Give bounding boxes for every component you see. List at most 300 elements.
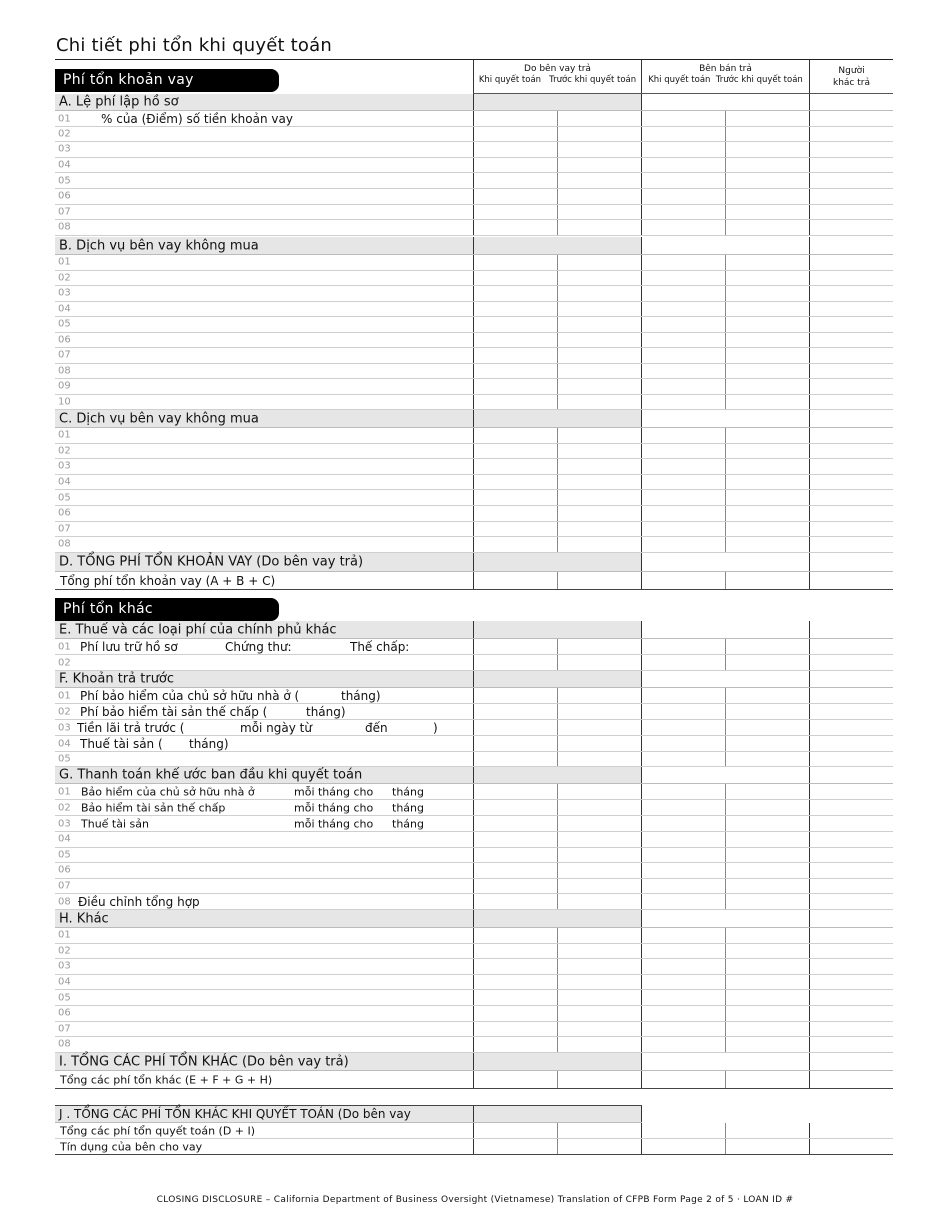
row-label-area[interactable] xyxy=(55,255,473,270)
seller-before-closing-cell[interactable] xyxy=(726,173,809,188)
borrower-at-closing-cell[interactable] xyxy=(474,459,557,474)
row-label-area[interactable] xyxy=(55,271,473,286)
seller-at-closing-cell[interactable] xyxy=(642,944,725,959)
seller-at-closing-cell[interactable] xyxy=(642,655,725,670)
seller-before-closing-cell[interactable] xyxy=(726,490,809,505)
seller-at-closing-cell[interactable] xyxy=(642,1022,725,1037)
row-label-area[interactable] xyxy=(55,475,473,490)
borrower-at-closing-cell[interactable] xyxy=(474,752,557,766)
borrower-before-closing-cell[interactable] xyxy=(558,537,641,552)
seller-before-closing-cell[interactable] xyxy=(726,832,809,847)
seller-before-closing-cell[interactable] xyxy=(726,752,809,766)
row-label-area[interactable] xyxy=(55,1022,473,1037)
paid-by-others-cell[interactable] xyxy=(810,928,893,943)
paid-by-others-cell[interactable] xyxy=(810,720,893,735)
borrower-at-closing-cell[interactable] xyxy=(474,158,557,173)
seller-at-closing-cell[interactable] xyxy=(642,832,725,847)
seller-before-closing-cell[interactable] xyxy=(726,379,809,394)
paid-by-others-cell[interactable] xyxy=(810,655,893,670)
paid-by-others-cell[interactable] xyxy=(810,255,893,270)
borrower-before-closing-cell[interactable] xyxy=(558,317,641,332)
seller-before-closing-cell[interactable] xyxy=(726,975,809,990)
paid-by-others-cell[interactable] xyxy=(810,364,893,379)
seller-before-closing-cell[interactable] xyxy=(726,720,809,735)
row-label-area[interactable] xyxy=(55,1006,473,1021)
borrower-before-closing-cell[interactable] xyxy=(558,1037,641,1052)
borrower-at-closing-cell[interactable] xyxy=(474,720,557,735)
paid-by-others-cell[interactable] xyxy=(810,1037,893,1052)
seller-before-closing-cell[interactable] xyxy=(726,348,809,363)
seller-before-closing-cell[interactable] xyxy=(726,894,809,909)
borrower-at-closing-cell[interactable] xyxy=(474,639,557,654)
paid-by-others-cell[interactable] xyxy=(810,348,893,363)
borrower-at-closing-cell[interactable] xyxy=(474,522,557,537)
row-label-area[interactable] xyxy=(55,348,473,363)
borrower-before-closing-cell[interactable] xyxy=(558,302,641,317)
seller-at-closing-cell[interactable] xyxy=(642,506,725,521)
borrower-before-closing-cell[interactable] xyxy=(558,784,641,799)
borrower-at-closing-cell[interactable] xyxy=(474,189,557,204)
row-label-area[interactable] xyxy=(55,1037,473,1052)
paid-by-others-cell[interactable] xyxy=(810,333,893,348)
borrower-at-closing-cell[interactable] xyxy=(474,302,557,317)
paid-by-others-cell[interactable] xyxy=(810,572,893,589)
borrower-at-closing-cell[interactable] xyxy=(474,800,557,815)
paid-by-others-cell[interactable] xyxy=(810,459,893,474)
seller-before-closing-cell[interactable] xyxy=(726,189,809,204)
borrower-at-closing-cell[interactable] xyxy=(474,111,557,126)
borrower-before-closing-cell[interactable] xyxy=(558,752,641,766)
seller-at-closing-cell[interactable] xyxy=(642,286,725,301)
seller-before-closing-cell[interactable] xyxy=(726,286,809,301)
seller-before-closing-cell[interactable] xyxy=(726,205,809,220)
paid-by-others-cell[interactable] xyxy=(810,863,893,878)
row-label-area[interactable] xyxy=(55,752,473,766)
row-label-area[interactable] xyxy=(55,506,473,521)
borrower-at-closing-cell[interactable] xyxy=(474,317,557,332)
seller-at-closing-cell[interactable] xyxy=(642,704,725,719)
seller-before-closing-cell[interactable] xyxy=(726,863,809,878)
seller-before-closing-cell[interactable] xyxy=(726,142,809,157)
seller-before-closing-cell[interactable] xyxy=(726,1006,809,1021)
borrower-before-closing-cell[interactable] xyxy=(558,348,641,363)
seller-before-closing-cell[interactable] xyxy=(726,506,809,521)
borrower-at-closing-cell[interactable] xyxy=(474,379,557,394)
seller-at-closing-cell[interactable] xyxy=(642,395,725,410)
row-label-area[interactable] xyxy=(55,364,473,379)
borrower-at-closing-cell[interactable] xyxy=(474,1071,557,1088)
borrower-before-closing-cell[interactable] xyxy=(558,111,641,126)
borrower-before-closing-cell[interactable] xyxy=(558,816,641,831)
row-label-area[interactable] xyxy=(55,537,473,552)
paid-by-others-cell[interactable] xyxy=(810,522,893,537)
row-label-area[interactable] xyxy=(55,959,473,974)
seller-before-closing-cell[interactable] xyxy=(726,572,809,589)
borrower-before-closing-cell[interactable] xyxy=(558,522,641,537)
paid-by-others-cell[interactable] xyxy=(810,302,893,317)
row-label-area[interactable] xyxy=(55,286,473,301)
borrower-at-closing-cell[interactable] xyxy=(474,894,557,909)
seller-at-closing-cell[interactable] xyxy=(642,173,725,188)
paid-by-others-cell[interactable] xyxy=(810,127,893,142)
borrower-before-closing-cell[interactable] xyxy=(558,1123,641,1138)
seller-at-closing-cell[interactable] xyxy=(642,205,725,220)
borrower-before-closing-cell[interactable] xyxy=(558,220,641,235)
paid-by-others-cell[interactable] xyxy=(810,271,893,286)
seller-at-closing-cell[interactable] xyxy=(642,255,725,270)
seller-before-closing-cell[interactable] xyxy=(726,800,809,815)
borrower-before-closing-cell[interactable] xyxy=(558,1139,641,1154)
paid-by-others-cell[interactable] xyxy=(810,158,893,173)
paid-by-others-cell[interactable] xyxy=(810,490,893,505)
seller-before-closing-cell[interactable] xyxy=(726,736,809,751)
seller-at-closing-cell[interactable] xyxy=(642,189,725,204)
borrower-before-closing-cell[interactable] xyxy=(558,506,641,521)
borrower-at-closing-cell[interactable] xyxy=(474,395,557,410)
seller-at-closing-cell[interactable] xyxy=(642,127,725,142)
seller-before-closing-cell[interactable] xyxy=(726,1139,809,1154)
seller-at-closing-cell[interactable] xyxy=(642,1071,725,1088)
borrower-at-closing-cell[interactable] xyxy=(474,348,557,363)
borrower-before-closing-cell[interactable] xyxy=(558,688,641,703)
paid-by-others-cell[interactable] xyxy=(810,1022,893,1037)
row-label-area[interactable] xyxy=(55,379,473,394)
borrower-before-closing-cell[interactable] xyxy=(558,720,641,735)
paid-by-others-cell[interactable] xyxy=(810,848,893,863)
borrower-at-closing-cell[interactable] xyxy=(474,475,557,490)
seller-before-closing-cell[interactable] xyxy=(726,704,809,719)
paid-by-others-cell[interactable] xyxy=(810,944,893,959)
borrower-at-closing-cell[interactable] xyxy=(474,127,557,142)
row-label-area[interactable] xyxy=(55,173,473,188)
borrower-before-closing-cell[interactable] xyxy=(558,158,641,173)
row-label-area[interactable] xyxy=(55,879,473,894)
seller-at-closing-cell[interactable] xyxy=(642,572,725,589)
seller-before-closing-cell[interactable] xyxy=(726,428,809,443)
borrower-before-closing-cell[interactable] xyxy=(558,286,641,301)
borrower-at-closing-cell[interactable] xyxy=(474,1022,557,1037)
borrower-before-closing-cell[interactable] xyxy=(558,364,641,379)
seller-before-closing-cell[interactable] xyxy=(726,537,809,552)
row-label-area[interactable] xyxy=(55,317,473,332)
seller-before-closing-cell[interactable] xyxy=(726,990,809,1005)
seller-before-closing-cell[interactable] xyxy=(726,333,809,348)
paid-by-others-cell[interactable] xyxy=(810,475,893,490)
row-label-area[interactable] xyxy=(55,302,473,317)
borrower-at-closing-cell[interactable] xyxy=(474,879,557,894)
borrower-before-closing-cell[interactable] xyxy=(558,1022,641,1037)
borrower-before-closing-cell[interactable] xyxy=(558,944,641,959)
seller-before-closing-cell[interactable] xyxy=(726,302,809,317)
paid-by-others-cell[interactable] xyxy=(810,1071,893,1088)
borrower-before-closing-cell[interactable] xyxy=(558,395,641,410)
seller-before-closing-cell[interactable] xyxy=(726,255,809,270)
borrower-before-closing-cell[interactable] xyxy=(558,863,641,878)
row-label-area[interactable] xyxy=(55,444,473,459)
paid-by-others-cell[interactable] xyxy=(810,395,893,410)
borrower-at-closing-cell[interactable] xyxy=(474,490,557,505)
paid-by-others-cell[interactable] xyxy=(810,444,893,459)
paid-by-others-cell[interactable] xyxy=(810,736,893,751)
seller-at-closing-cell[interactable] xyxy=(642,816,725,831)
seller-at-closing-cell[interactable] xyxy=(642,490,725,505)
paid-by-others-cell[interactable] xyxy=(810,879,893,894)
seller-before-closing-cell[interactable] xyxy=(726,944,809,959)
row-label-area[interactable] xyxy=(55,944,473,959)
borrower-at-closing-cell[interactable] xyxy=(474,286,557,301)
borrower-at-closing-cell[interactable] xyxy=(474,944,557,959)
borrower-before-closing-cell[interactable] xyxy=(558,928,641,943)
row-label-area[interactable] xyxy=(55,459,473,474)
borrower-before-closing-cell[interactable] xyxy=(558,655,641,670)
seller-before-closing-cell[interactable] xyxy=(726,127,809,142)
paid-by-others-cell[interactable] xyxy=(810,1006,893,1021)
seller-at-closing-cell[interactable] xyxy=(642,364,725,379)
paid-by-others-cell[interactable] xyxy=(810,959,893,974)
borrower-at-closing-cell[interactable] xyxy=(474,333,557,348)
borrower-before-closing-cell[interactable] xyxy=(558,255,641,270)
seller-before-closing-cell[interactable] xyxy=(726,111,809,126)
row-label-area[interactable] xyxy=(55,428,473,443)
seller-before-closing-cell[interactable] xyxy=(726,158,809,173)
seller-at-closing-cell[interactable] xyxy=(642,1037,725,1052)
borrower-before-closing-cell[interactable] xyxy=(558,475,641,490)
borrower-before-closing-cell[interactable] xyxy=(558,736,641,751)
borrower-before-closing-cell[interactable] xyxy=(558,127,641,142)
borrower-at-closing-cell[interactable] xyxy=(474,655,557,670)
seller-at-closing-cell[interactable] xyxy=(642,1139,725,1154)
row-label-area[interactable] xyxy=(55,975,473,990)
borrower-at-closing-cell[interactable] xyxy=(474,1037,557,1052)
seller-at-closing-cell[interactable] xyxy=(642,990,725,1005)
row-label-area[interactable] xyxy=(55,158,473,173)
borrower-at-closing-cell[interactable] xyxy=(474,428,557,443)
borrower-before-closing-cell[interactable] xyxy=(558,959,641,974)
borrower-before-closing-cell[interactable] xyxy=(558,800,641,815)
paid-by-others-cell[interactable] xyxy=(810,189,893,204)
paid-by-others-cell[interactable] xyxy=(810,990,893,1005)
row-label-area[interactable] xyxy=(55,333,473,348)
seller-before-closing-cell[interactable] xyxy=(726,395,809,410)
seller-before-closing-cell[interactable] xyxy=(726,522,809,537)
paid-by-others-cell[interactable] xyxy=(810,704,893,719)
seller-at-closing-cell[interactable] xyxy=(642,111,725,126)
seller-before-closing-cell[interactable] xyxy=(726,816,809,831)
borrower-before-closing-cell[interactable] xyxy=(558,879,641,894)
seller-before-closing-cell[interactable] xyxy=(726,879,809,894)
seller-at-closing-cell[interactable] xyxy=(642,379,725,394)
seller-at-closing-cell[interactable] xyxy=(642,863,725,878)
row-label-area[interactable] xyxy=(55,127,473,142)
paid-by-others-cell[interactable] xyxy=(810,752,893,766)
borrower-before-closing-cell[interactable] xyxy=(558,189,641,204)
paid-by-others-cell[interactable] xyxy=(810,537,893,552)
seller-at-closing-cell[interactable] xyxy=(642,142,725,157)
borrower-at-closing-cell[interactable] xyxy=(474,255,557,270)
seller-at-closing-cell[interactable] xyxy=(642,736,725,751)
borrower-at-closing-cell[interactable] xyxy=(474,848,557,863)
borrower-at-closing-cell[interactable] xyxy=(474,142,557,157)
paid-by-others-cell[interactable] xyxy=(810,832,893,847)
borrower-at-closing-cell[interactable] xyxy=(474,506,557,521)
seller-at-closing-cell[interactable] xyxy=(642,428,725,443)
borrower-at-closing-cell[interactable] xyxy=(474,736,557,751)
paid-by-others-cell[interactable] xyxy=(810,205,893,220)
paid-by-others-cell[interactable] xyxy=(810,975,893,990)
seller-at-closing-cell[interactable] xyxy=(642,879,725,894)
seller-before-closing-cell[interactable] xyxy=(726,1123,809,1138)
row-label-area[interactable] xyxy=(55,522,473,537)
paid-by-others-cell[interactable] xyxy=(810,688,893,703)
row-label-area[interactable] xyxy=(55,655,473,670)
row-label-area[interactable] xyxy=(55,832,473,847)
seller-at-closing-cell[interactable] xyxy=(642,848,725,863)
seller-at-closing-cell[interactable] xyxy=(642,444,725,459)
seller-at-closing-cell[interactable] xyxy=(642,752,725,766)
paid-by-others-cell[interactable] xyxy=(810,317,893,332)
seller-before-closing-cell[interactable] xyxy=(726,784,809,799)
paid-by-others-cell[interactable] xyxy=(810,1123,893,1138)
paid-by-others-cell[interactable] xyxy=(810,286,893,301)
seller-at-closing-cell[interactable] xyxy=(642,975,725,990)
row-label-area[interactable] xyxy=(55,205,473,220)
paid-by-others-cell[interactable] xyxy=(810,142,893,157)
borrower-at-closing-cell[interactable] xyxy=(474,990,557,1005)
borrower-before-closing-cell[interactable] xyxy=(558,173,641,188)
seller-before-closing-cell[interactable] xyxy=(726,220,809,235)
borrower-before-closing-cell[interactable] xyxy=(558,975,641,990)
borrower-before-closing-cell[interactable] xyxy=(558,444,641,459)
seller-at-closing-cell[interactable] xyxy=(642,1006,725,1021)
borrower-before-closing-cell[interactable] xyxy=(558,832,641,847)
seller-before-closing-cell[interactable] xyxy=(726,639,809,654)
seller-at-closing-cell[interactable] xyxy=(642,928,725,943)
seller-at-closing-cell[interactable] xyxy=(642,800,725,815)
borrower-before-closing-cell[interactable] xyxy=(558,848,641,863)
seller-before-closing-cell[interactable] xyxy=(726,928,809,943)
borrower-before-closing-cell[interactable] xyxy=(558,1006,641,1021)
borrower-before-closing-cell[interactable] xyxy=(558,333,641,348)
borrower-before-closing-cell[interactable] xyxy=(558,990,641,1005)
row-label-area[interactable] xyxy=(55,490,473,505)
borrower-before-closing-cell[interactable] xyxy=(558,490,641,505)
paid-by-others-cell[interactable] xyxy=(810,173,893,188)
borrower-before-closing-cell[interactable] xyxy=(558,894,641,909)
paid-by-others-cell[interactable] xyxy=(810,894,893,909)
borrower-before-closing-cell[interactable] xyxy=(558,639,641,654)
seller-before-closing-cell[interactable] xyxy=(726,848,809,863)
paid-by-others-cell[interactable] xyxy=(810,428,893,443)
seller-before-closing-cell[interactable] xyxy=(726,317,809,332)
seller-before-closing-cell[interactable] xyxy=(726,1037,809,1052)
seller-at-closing-cell[interactable] xyxy=(642,1123,725,1138)
paid-by-others-cell[interactable] xyxy=(810,220,893,235)
seller-at-closing-cell[interactable] xyxy=(642,959,725,974)
seller-before-closing-cell[interactable] xyxy=(726,459,809,474)
seller-at-closing-cell[interactable] xyxy=(642,688,725,703)
borrower-at-closing-cell[interactable] xyxy=(474,863,557,878)
seller-at-closing-cell[interactable] xyxy=(642,522,725,537)
seller-before-closing-cell[interactable] xyxy=(726,364,809,379)
borrower-at-closing-cell[interactable] xyxy=(474,1123,557,1138)
seller-before-closing-cell[interactable] xyxy=(726,475,809,490)
borrower-before-closing-cell[interactable] xyxy=(558,459,641,474)
seller-before-closing-cell[interactable] xyxy=(726,959,809,974)
paid-by-others-cell[interactable] xyxy=(810,639,893,654)
borrower-before-closing-cell[interactable] xyxy=(558,704,641,719)
seller-before-closing-cell[interactable] xyxy=(726,688,809,703)
row-label-area[interactable] xyxy=(55,142,473,157)
borrower-at-closing-cell[interactable] xyxy=(474,205,557,220)
seller-at-closing-cell[interactable] xyxy=(642,475,725,490)
borrower-before-closing-cell[interactable] xyxy=(558,428,641,443)
borrower-at-closing-cell[interactable] xyxy=(474,704,557,719)
borrower-at-closing-cell[interactable] xyxy=(474,975,557,990)
row-label-area[interactable] xyxy=(55,395,473,410)
borrower-at-closing-cell[interactable] xyxy=(474,928,557,943)
seller-before-closing-cell[interactable] xyxy=(726,271,809,286)
seller-before-closing-cell[interactable] xyxy=(726,1071,809,1088)
borrower-at-closing-cell[interactable] xyxy=(474,959,557,974)
borrower-at-closing-cell[interactable] xyxy=(474,784,557,799)
borrower-before-closing-cell[interactable] xyxy=(558,1071,641,1088)
paid-by-others-cell[interactable] xyxy=(810,784,893,799)
borrower-at-closing-cell[interactable] xyxy=(474,220,557,235)
borrower-before-closing-cell[interactable] xyxy=(558,142,641,157)
row-label-area[interactable] xyxy=(55,848,473,863)
seller-at-closing-cell[interactable] xyxy=(642,220,725,235)
paid-by-others-cell[interactable] xyxy=(810,816,893,831)
seller-at-closing-cell[interactable] xyxy=(642,459,725,474)
seller-at-closing-cell[interactable] xyxy=(642,784,725,799)
borrower-at-closing-cell[interactable] xyxy=(474,1139,557,1154)
row-label-area[interactable] xyxy=(55,189,473,204)
borrower-at-closing-cell[interactable] xyxy=(474,688,557,703)
borrower-at-closing-cell[interactable] xyxy=(474,1006,557,1021)
seller-at-closing-cell[interactable] xyxy=(642,158,725,173)
borrower-at-closing-cell[interactable] xyxy=(474,364,557,379)
borrower-at-closing-cell[interactable] xyxy=(474,537,557,552)
seller-at-closing-cell[interactable] xyxy=(642,537,725,552)
seller-before-closing-cell[interactable] xyxy=(726,1022,809,1037)
row-label-area[interactable] xyxy=(55,863,473,878)
borrower-at-closing-cell[interactable] xyxy=(474,173,557,188)
seller-at-closing-cell[interactable] xyxy=(642,348,725,363)
seller-at-closing-cell[interactable] xyxy=(642,639,725,654)
seller-at-closing-cell[interactable] xyxy=(642,302,725,317)
paid-by-others-cell[interactable] xyxy=(810,379,893,394)
paid-by-others-cell[interactable] xyxy=(810,506,893,521)
borrower-at-closing-cell[interactable] xyxy=(474,271,557,286)
seller-at-closing-cell[interactable] xyxy=(642,271,725,286)
seller-before-closing-cell[interactable] xyxy=(726,655,809,670)
borrower-before-closing-cell[interactable] xyxy=(558,205,641,220)
seller-at-closing-cell[interactable] xyxy=(642,333,725,348)
paid-by-others-cell[interactable] xyxy=(810,1139,893,1154)
paid-by-others-cell[interactable] xyxy=(810,800,893,815)
seller-before-closing-cell[interactable] xyxy=(726,444,809,459)
borrower-before-closing-cell[interactable] xyxy=(558,379,641,394)
seller-at-closing-cell[interactable] xyxy=(642,720,725,735)
borrower-before-closing-cell[interactable] xyxy=(558,572,641,589)
borrower-at-closing-cell[interactable] xyxy=(474,816,557,831)
row-label-area[interactable] xyxy=(55,990,473,1005)
seller-at-closing-cell[interactable] xyxy=(642,317,725,332)
paid-by-others-cell[interactable] xyxy=(810,111,893,126)
borrower-before-closing-cell[interactable] xyxy=(558,271,641,286)
borrower-at-closing-cell[interactable] xyxy=(474,832,557,847)
row-label-area[interactable] xyxy=(55,928,473,943)
